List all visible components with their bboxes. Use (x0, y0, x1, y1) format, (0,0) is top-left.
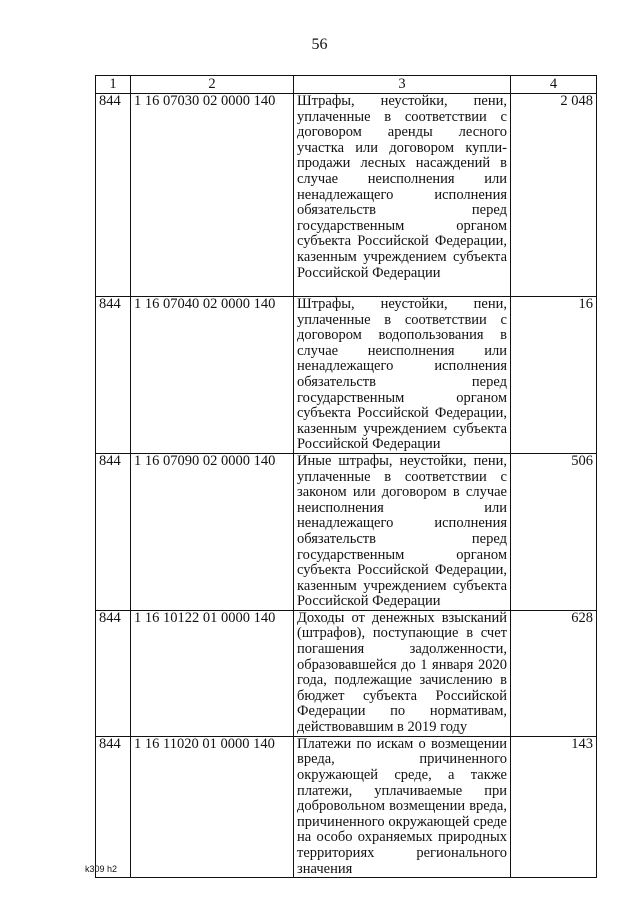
amount-cell: 628 (511, 610, 597, 736)
column-header-3: 3 (294, 76, 511, 94)
amount-cell: 506 (511, 453, 597, 610)
description-cell: Штрафы, неустойки, пени, уплаченные в соответствии с договором аренды лесного участка или договором купли-продажи лесных насаждений в случае неисполнения или ненадлежащего исполнения обязательств перед государственным органом субъекта Российской Федерации, казенным учреждением субъекта Российской Федерации (294, 94, 511, 297)
revenue-code-cell: 1 16 07090 02 0000 140 (131, 453, 294, 610)
amount-cell: 2 048 (511, 94, 597, 297)
description-cell: Доходы от денежных взысканий (штрафов), поступающие в счет погашения задолженности, образовавшейся до 1 января 2020 года, подлежащие зачислению в бюджет субъекта Российской Федерации по нормативам, действовавшим в 2019 году (294, 610, 511, 736)
description-cell: Платежи по искам о возмещении вреда, причиненного окружающей среде, а также платежи, уплачиваемые при добровольном возмещении вреда, причиненного окружающей среде на особо охраняемых природных территориях регионального значения (294, 736, 511, 877)
column-header-4: 4 (511, 76, 597, 94)
admin-code-cell: 844 (96, 297, 131, 454)
admin-code-cell: 844 (96, 610, 131, 736)
revenue-code-cell: 1 16 11020 01 0000 140 (131, 736, 294, 877)
description-cell: Иные штрафы, неустойки, пени, уплаченные в соответствии с законом или договором в случае неисполнения или ненадлежащего исполнения обязательств перед государственным органом субъекта Российской Федерации, казенным учреждением субъекта Российской Федерации (294, 453, 511, 610)
admin-code-cell: 844 (96, 453, 131, 610)
table-row (96, 453, 597, 610)
revenue-table (95, 75, 597, 878)
column-header-2: 2 (131, 76, 294, 94)
admin-code-cell: 844 (96, 94, 131, 297)
page-number: 56 (311, 36, 328, 53)
amount-cell: 16 (511, 297, 597, 454)
column-header-1: 1 (96, 76, 131, 94)
admin-code-cell: 844 (96, 736, 131, 877)
revenue-code-cell: 1 16 07030 02 0000 140 (131, 94, 294, 297)
amount-cell: 143 (511, 736, 597, 877)
table-row (96, 610, 597, 736)
table-row (96, 94, 597, 297)
revenue-code-cell: 1 16 10122 01 0000 140 (131, 610, 294, 736)
table-row (96, 736, 597, 877)
revenue-code-cell: 1 16 07040 02 0000 140 (131, 297, 294, 454)
description-cell: Штрафы, неустойки, пени, уплаченные в соответствии с договором водопользования в случае неисполнения или ненадлежащего исполнения обязательств перед государственным органом субъекта Российской Федерации, казенным учреждением субъекта Российской Федерации (294, 297, 511, 454)
table-header-row (96, 76, 597, 94)
document-footer-mark: k309 h2 (85, 864, 118, 874)
table-row (96, 297, 597, 454)
